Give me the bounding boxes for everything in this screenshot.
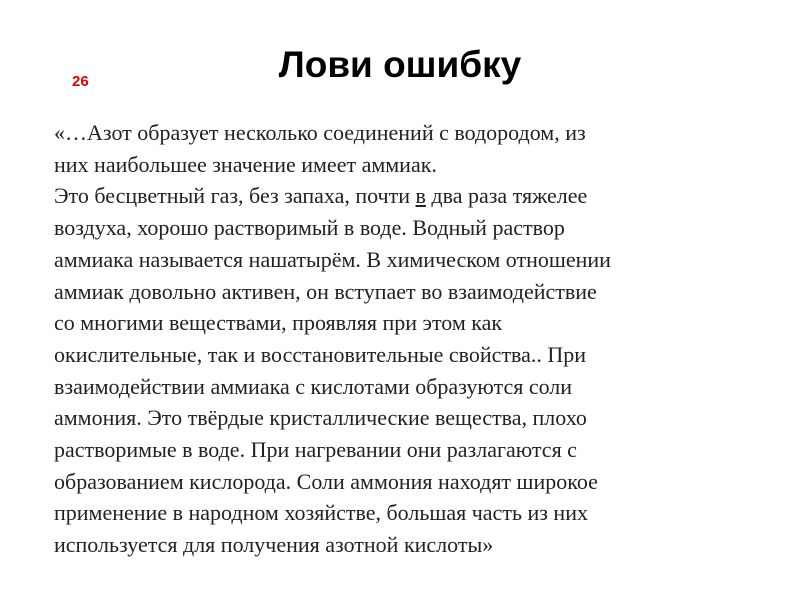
slide-body-text (54, 117, 754, 561)
text-line-14: используется для получения азотной кислоты» (54, 532, 494, 558)
text-line-2: них наибольшее значение имеет аммиак. (54, 151, 437, 177)
text-line-9: взаимодействии аммиака с кислотами образуются соли (54, 373, 573, 399)
text-line-13: применение в народном хозяйстве, большая часть из них (54, 500, 588, 526)
text-line-3-end: два раза тяжелее (425, 183, 588, 209)
text-line-12: образованием кислорода. Соли аммония находят широкое (54, 468, 598, 494)
text-line-7: со многими веществами, проявляя при этом как (54, 310, 503, 336)
text-line-3 (54, 180, 754, 212)
text-line-6: аммиак довольно активен, он вступает во взаимодействие (54, 278, 597, 304)
slide-title: Лови ошибку (278, 44, 522, 85)
text-line-4: воздуха, хорошо растворимый в воде. Водный раствор (54, 215, 565, 241)
text-line-1: «…Азот образует несколько соединений с водородом, из (54, 120, 586, 145)
slide-number: 26 (72, 73, 89, 90)
text-line-10: аммония. Это твёрдые кристаллические вещества, плохо (54, 405, 587, 431)
text-line-8: окислительные, так и восстановительные свойства.. При (54, 341, 587, 367)
text-line-11: растворимые в воде. При нагревании они разлагаются с (54, 437, 577, 463)
text-line-3-underlined: в (415, 183, 426, 209)
text-line-3-start: Это бесцветный газ, без запаха, почти (54, 183, 416, 209)
text-line-5: аммиака называется нашатырём. В химическом отношении (54, 246, 611, 272)
